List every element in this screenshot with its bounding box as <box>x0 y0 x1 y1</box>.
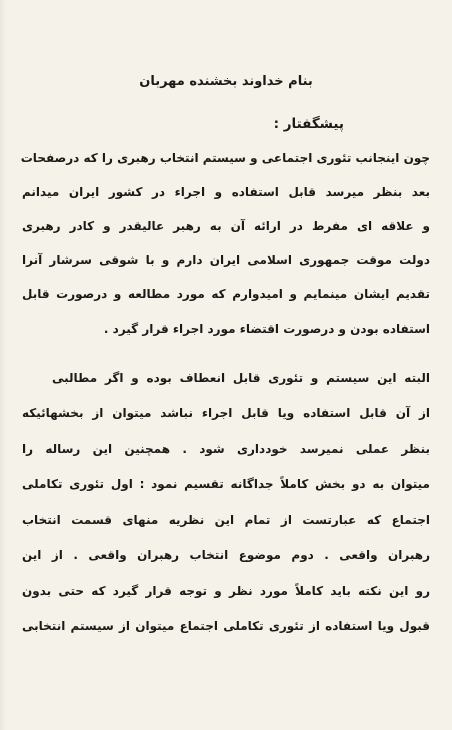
text-line: قبول ویا استفاده از تئوری تکاملی اجتماع میتوان از سیستم انتخابی <box>22 619 430 633</box>
document-title: بنام خداوند بخشنده مهربان <box>139 74 313 89</box>
text-line: رو این نکته باید کاملاً مورد نظر و توجه قرار گیرد که حتی بدون <box>22 584 430 598</box>
text-line: اجتماع که عبارتست از تمام این نظریه منهای قسمت انتخاب <box>22 513 430 527</box>
text-line: البته این سیستم و تئوری قابل انعطاف بوده و اگر مطالبی <box>52 371 430 385</box>
text-line: تقدیم ایشان مینمایم و امیدوارم که مورد مطالعه و درصورت قابل <box>22 287 430 301</box>
text-line: از آن قابل استفاده ویا قابل اجراء نباشد میتوان از بخشهائیکه <box>22 406 430 420</box>
text-line: بنظر عملی نمیرسد خودداری شود . همچنین این رساله را <box>22 442 430 456</box>
text-line: چون اینجانب تئوری اجتماعی و سیستم انتخاب رهبری را که درصفحات <box>20 151 430 165</box>
text-line: رهبران واقعی . دوم موضوع انتخاب رهبران واقعی . از این <box>22 548 430 562</box>
text-line: دولت موقت جمهوری اسلامی ایران دارم و با شوقی سرشار آنرا <box>22 253 430 267</box>
text-line: و علاقه ای مفرط در ارائه آن به رهبر عالیقدر و کادر رهبری <box>22 219 430 233</box>
text-line: استفاده بودن و درصورت اقتضاء مورد اجراء قرار گیرد . <box>103 322 430 336</box>
text-line: میتوان به دو بخش کاملاً جداگانه تقسیم نمود : اول تئوری تکاملی <box>22 477 430 491</box>
section-heading: پیشگفتار : <box>273 116 344 132</box>
text-line: بعد بنظر میرسد قابل استفاده و اجراء در کشور ایران میدانم <box>22 185 430 199</box>
